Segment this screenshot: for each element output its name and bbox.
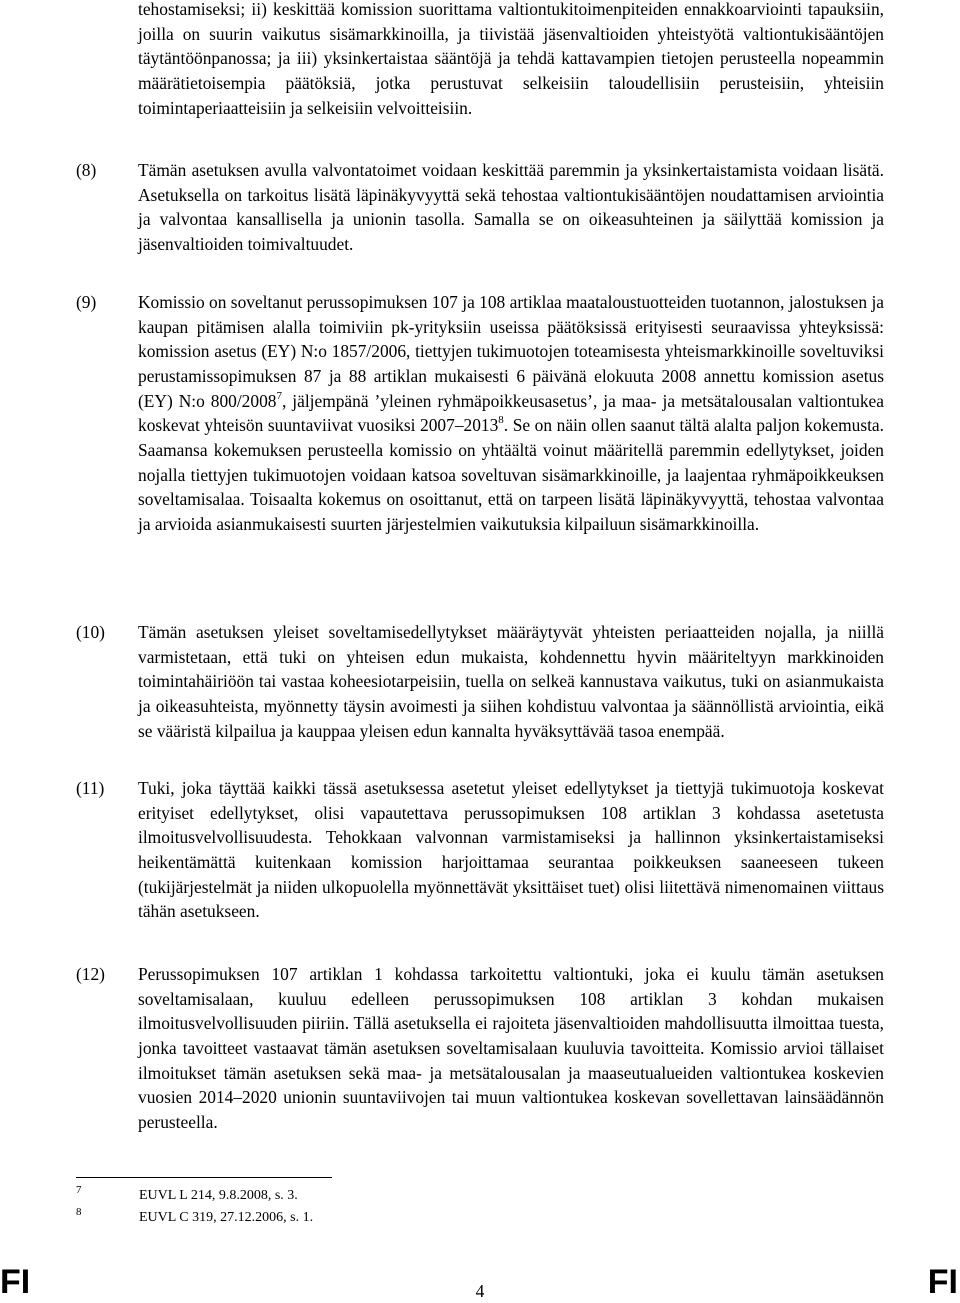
recital-text-part: . Se on näin ollen saanut tältä alalta paljon kokemusta. Saamansa kokemuksen perusteella komissio on yhtäältä voinut määritellä paremmin edellytykset, joiden nojalla tiettyjen tukimuotojen voidaan katsoa soveltuvan sisämarkkinoille, ja laajentaa ryhmäpoikkeuksen soveltamisalaa. Toisaalta kokemus on osoittanut, että on tarpeen lisätä läpinäkyvyyttä, tehostaa valvontaa ja arvioida asianmukaisesti suurten järjestelmien vaikutuksia kilpailuun sisämarkkinoilla. [138,415,884,534]
footnote-text: EUVL L 214, 9.8.2008, s. 3. [139,1188,298,1203]
recital-11 [76,776,884,924]
page-number: 4 [475,1281,485,1301]
recital-text [138,0,884,120]
recital-paragraph: tehostamiseksi; ii) keskittää komission suorittama valtiontukitoimenpiteiden ennakkoarviointi tapauksiin, joilla on suurin vaikutus sisämarkkinoilla, ja tiivistää jäsenvaltioiden yhteistyötä valtiontukisääntöjen täytäntöönpanossa; ja iii) yksinkertaistaa sääntöjä ja tehdä kattavampien tietojen perusteella nopeammin määrätietoisempia päätöksiä, jotka perustuvat selkeisiin taloudellisiin perusteisiin, yhteisiin toimintaperiaatteisiin ja selkeisiin velvoitteisiin. [138,0,884,118]
footnote-number: 7 [76,1184,82,1196]
footnote-8 [76,1206,884,1227]
recital-number: (12) [76,964,105,984]
recital-text [138,158,884,257]
recital-continuation [76,0,884,120]
recital-text [138,290,884,537]
recital-text [138,962,884,1135]
recital-paragraph: Tämän asetuksen avulla valvontatoimet voidaan keskittää paremmin ja yksinkertaistamista voidaan lisätä. Asetuksella on tarkoitus lisätä läpinäkyvyyttä sekä tehostaa valtiontukisääntöjen noudattamisen arviointia ja valvontaa kansallisella ja unionin tasolla. Samalla se on oikeasuhteinen ja säilyttää komission ja jäsenvaltioiden toimivaltuudet. [138,160,884,254]
language-code-right: FI [927,1263,958,1301]
footnote-reference[interactable]: 7 [276,389,282,402]
footnote-7 [76,1184,884,1205]
recital-paragraph [138,290,884,537]
recital-8 [76,158,884,257]
recital-number: (10) [76,622,105,642]
footnote-number: 8 [76,1206,82,1218]
recital-number: (11) [76,778,105,798]
recital-number: (8) [76,160,97,180]
recital-12 [76,962,884,1135]
footnote-text: EUVL C 319, 27.12.2006, s. 1. [139,1210,314,1225]
recital-text-part: , jäljempänä ’yleinen ryhmäpoikkeusasetus’, ja maa- ja metsätalousalan valtiontukea koskevat yhteisön suuntaviivat vuosiksi 2007–2013 [138,390,884,436]
recital-10 [76,620,884,743]
recital-paragraph: Tuki, joka täyttää kaikki tässä asetuksessa asetetut yleiset edellytykset ja tiettyjä tukimuotoja koskevat erityiset edellytykset, olisi vapautettava perussopimuksen 108 artiklan 3 kohdassa asetetusta ilmoitusvelvollisuudesta. Tehokkaan valvonnan varmistamiseksi ja hallinnon yksinkertaistamiseksi heikentämättä kuitenkaan komission harjoittamaa seurantaa poikkeuksen saaneeseen tukeen (tukijärjestelmät ja niiden ulkopuolella myönnettävät yksittäiset tuet) olisi liitettävä nimenomainen viittaus tähän asetukseen. [138,778,884,922]
footnote-reference[interactable]: 8 [498,414,504,427]
recital-text-part: Komissio on soveltanut perussopimuksen 107 ja 108 artiklaa maataloustuotteiden tuotannon, jalostuksen ja kaupan pitämisen alalla toimiviin pk-yrityksiin useissa päätöksissä erityisesti seuraavissa yhteyksissä: komission asetus (EY) N:o 1857/2006, tiettyjen tukimuotojen toteamisesta yhteismarkkinoille soveltuviksi perustamissopimuksen 87 ja 88 artiklan mukaisesti 6 päivänä elokuuta 2008 annettu komission asetus (EY) N:o 800/2008 [138,292,884,411]
recital-paragraph: Tämän asetuksen yleiset soveltamisedellytykset määräytyvät yhteisten periaatteiden nojalla, ja niillä varmistetaan, että tuki on yhteisen edun mukaista, kohdennettu hyvin määriteltyyn markkinoiden toimintahäiriöön tai vastaa koheesiotarpeisiin, tuella on selkeä kannustava vaikutus, tuki on asianmukaista ja oikeasuhteista, myönnetty täysin avoimesti ja siihen kohdistuu valvontaa ja säännöllistä arviointia, eikä se vääristä kilpailua ja kauppaa yleisen edun kannalta hyväksyttävää tasoa enempää. [138,622,884,741]
recital-text [138,776,884,924]
language-code-left: FI [0,1263,31,1301]
recital-9 [76,290,884,537]
recital-paragraph: Perussopimuksen 107 artiklan 1 kohdassa tarkoitettu valtiontuki, joka ei kuulu tämän asetuksen soveltamisalaan, kuuluu edelleen perussopimuksen 108 artiklan 3 kohdan mukaisen ilmoitusvelvollisuuden piiriin. Tällä asetuksella ei rajoiteta jäsenvaltioiden mahdollisuutta ilmoittaa tuesta, jonka tavoitteet vastaavat tämän asetuksen soveltamisalaan kuuluvia tavoitteita. Komissio arvioi tällaiset ilmoitukset tämän asetuksen sekä maa- ja metsätalousalan ja maaseutualueiden valtiontukea koskevien vuosien 2014–2020 unionin suuntaviivojen tai muun valtiontukea koskevan sovellettavan lainsäädännön perusteella. [138,964,884,1132]
footnote-separator [76,1177,332,1178]
recital-text [138,620,884,743]
recital-number: (9) [76,292,97,312]
